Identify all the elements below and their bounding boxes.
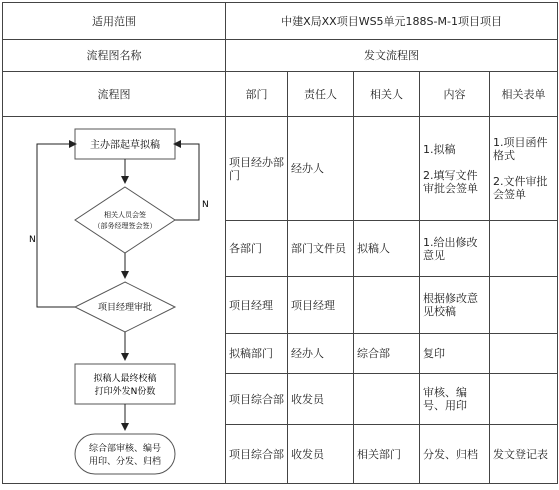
flow-step-final-line2: 打印外发N份数	[94, 387, 156, 397]
flow-step-final-check	[75, 364, 175, 404]
row-department: 各部门	[226, 221, 288, 277]
col-forms: 相关表单	[490, 72, 558, 117]
table-row	[3, 117, 558, 221]
flow-name-value: 发文流程图	[226, 40, 558, 72]
flow-arrow-loop-right	[175, 144, 199, 220]
row-content: 审核、编号、用印	[420, 374, 490, 425]
row-responsible: 收发员	[288, 374, 354, 425]
row-content: 分发、归档	[420, 425, 490, 484]
scope-value: 中建X局XX项目WS5单元188S-M-1项目项目	[226, 3, 558, 40]
flow-decision-line1: 相关人员会签	[104, 211, 146, 219]
row-forms	[490, 374, 558, 425]
scope-label: 适用范围	[3, 3, 226, 40]
col-flowchart: 流程图	[3, 72, 226, 117]
row-department: 项目综合部	[226, 374, 288, 425]
flow-step-archive	[75, 434, 175, 474]
scope-row	[3, 3, 558, 40]
flow-arrow-loop-left	[37, 144, 75, 307]
process-table	[2, 2, 558, 484]
row-forms: 1.项目函件格式 2.文件审批会签单	[490, 117, 558, 221]
flow-decision-line2: （部务经理签会签）	[93, 222, 157, 230]
col-responsible: 责任人	[288, 72, 354, 117]
row-responsible: 经办人	[288, 334, 354, 374]
row-responsible: 项目经理	[288, 277, 354, 334]
row-content: 复印	[420, 334, 490, 374]
row-related: 综合部	[354, 334, 420, 374]
row-forms	[490, 334, 558, 374]
flow-step-archive-line1: 综合部审核、编号	[88, 444, 162, 454]
row-department: 项目综合部	[226, 425, 288, 484]
row-content: 根据修改意见校稿	[420, 277, 490, 334]
row-department: 项目经办部门	[226, 117, 288, 221]
row-related	[354, 374, 420, 425]
flow-name-label: 流程图名称	[3, 40, 226, 72]
flow-decision-pm-label: 项目经理审批	[97, 303, 153, 313]
col-related: 相关人	[354, 72, 420, 117]
row-department: 项目经理	[226, 277, 288, 334]
col-content: 内容	[420, 72, 490, 117]
flow-name-row	[3, 40, 558, 72]
flow-no-label-left: N	[29, 235, 36, 245]
col-department: 部门	[226, 72, 288, 117]
flow-no-label-right: N	[202, 200, 209, 210]
column-header-row	[3, 72, 558, 117]
row-related	[354, 277, 420, 334]
flow-step-final-line1: 拟稿人最终校稿	[93, 374, 157, 384]
row-responsible: 部门文件员	[288, 221, 354, 277]
row-related	[354, 117, 420, 221]
row-related: 相关部门	[354, 425, 420, 484]
row-forms	[490, 221, 558, 277]
flowchart-cell	[3, 117, 226, 484]
flow-decision-countersign	[75, 187, 175, 253]
flow-step-draft-label: 主办部起草拟稿	[90, 140, 160, 151]
row-forms: 发文登记表	[490, 425, 558, 484]
row-responsible: 收发员	[288, 425, 354, 484]
row-related: 拟稿人	[354, 221, 420, 277]
row-content: 1.给出修改意见	[420, 221, 490, 277]
row-department: 拟稿部门	[226, 334, 288, 374]
flow-step-archive-line2: 用印、分发、归档	[88, 457, 162, 467]
flowchart	[3, 117, 226, 484]
row-forms	[490, 277, 558, 334]
row-responsible: 经办人	[288, 117, 354, 221]
row-content: 1.拟稿 2.填写文件审批会签单	[420, 117, 490, 221]
